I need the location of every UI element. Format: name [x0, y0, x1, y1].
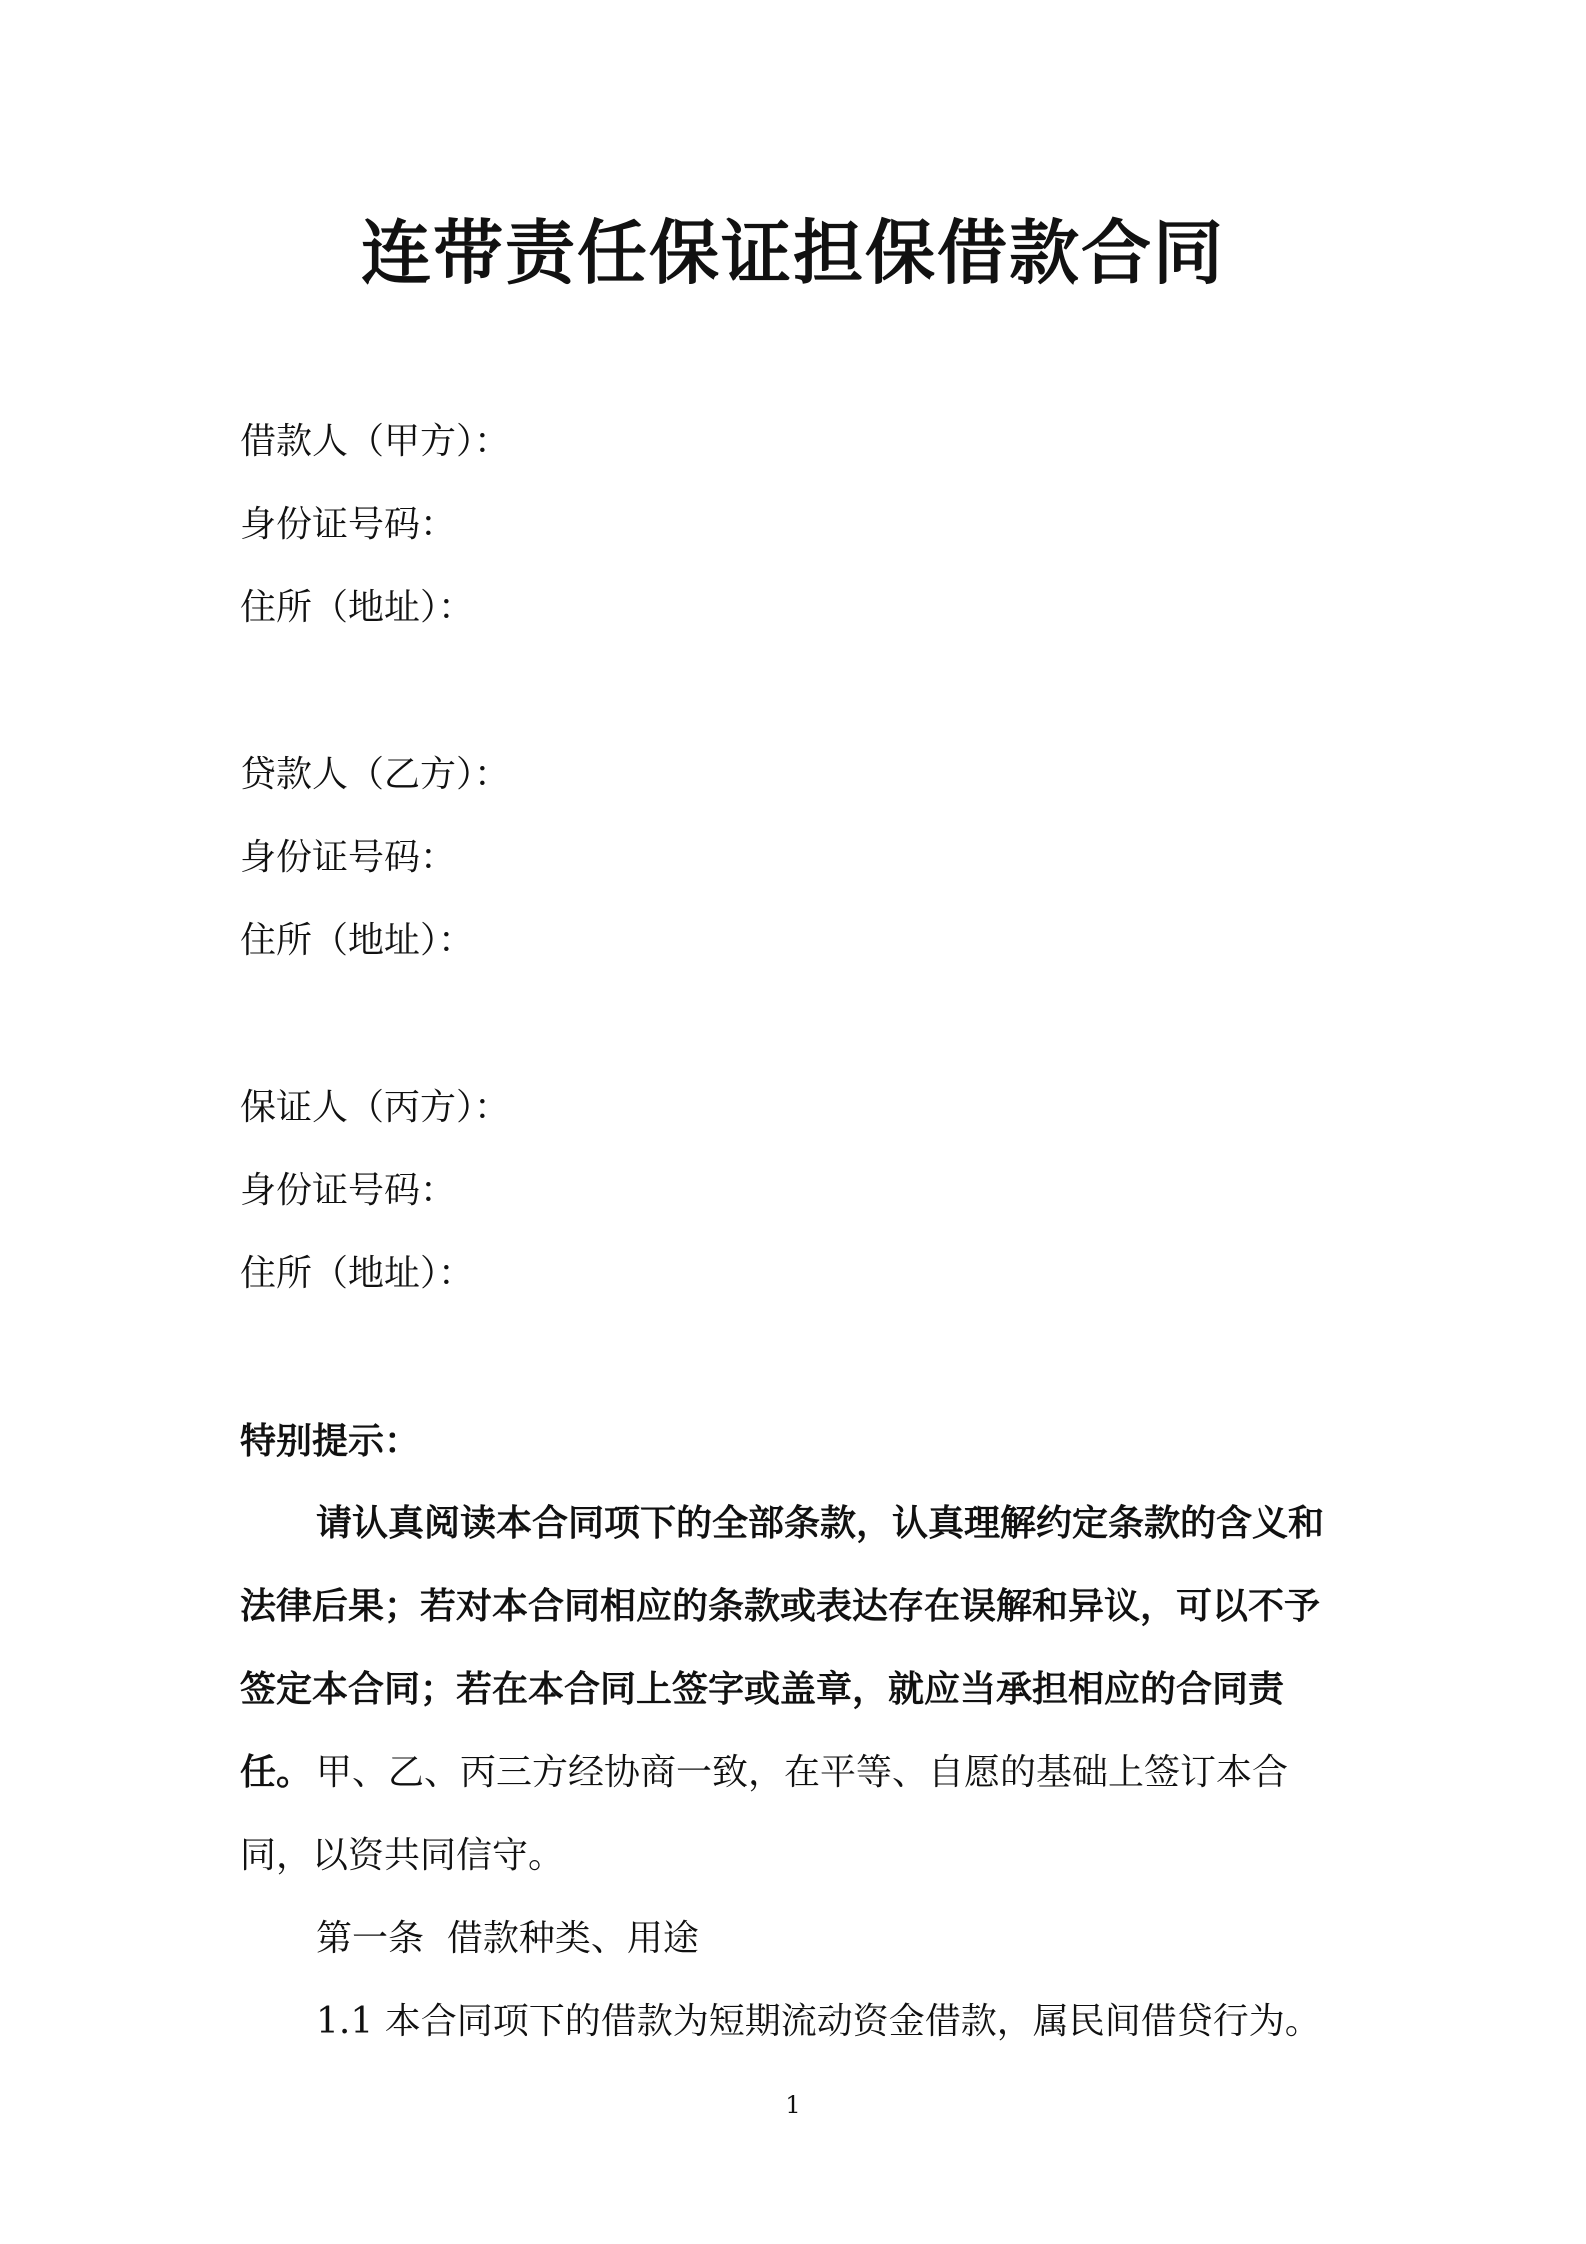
party-c-role-label: 保证人（丙方）：	[240, 1087, 511, 1128]
party-a-address-label: 住所（地址）：	[240, 587, 475, 628]
notice-heading: 特别提示：	[240, 1420, 421, 1462]
document-title: 连带责任保证担保借款合同	[361, 211, 1225, 294]
notice-body: 请认真阅读本合同项下的全部条款，认真理解约定条款的含义和法律后果；若对本合同相应的条款或表达存在误解和异议，可以不予签定本合同；若在本合同上签字或盖章，就应当承担相应的合同责任。	[240, 1502, 1325, 1793]
page-number: 1	[785, 2091, 801, 2119]
party-c-id-label: 身份证号码：	[240, 1170, 457, 1211]
agreement-intro: 甲、乙、丙三方经协商一致，在平等、自愿的基础上签订本合同，以资共同信守。	[240, 1752, 1289, 1876]
party-b-address-label: 住所（地址）：	[240, 920, 475, 961]
party-a-id-label: 身份证号码：	[240, 504, 457, 545]
article-1-clause-1-1: 1.1 本合同项下的借款为短期流动资金借款，属民间借贷行为。	[316, 2001, 1321, 2042]
party-b-id-label: 身份证号码：	[240, 837, 457, 878]
party-a-role-label: 借款人（甲方）：	[240, 421, 511, 462]
party-b-role-label: 贷款人（乙方）：	[240, 754, 511, 795]
party-c-address-label: 住所（地址）：	[240, 1253, 475, 1294]
article-1-heading: 第一条 借款种类、用途	[316, 1918, 699, 1959]
